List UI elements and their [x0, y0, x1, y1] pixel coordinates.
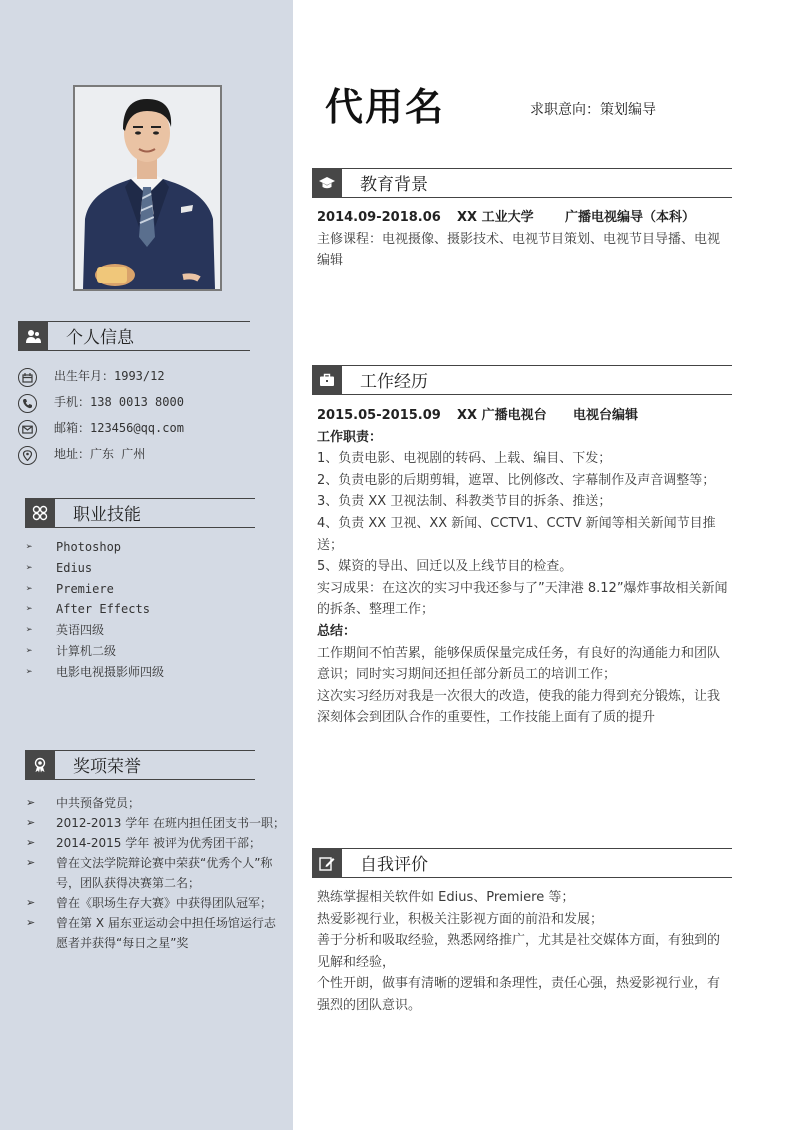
section-title: 教育背景 [360, 175, 428, 195]
user-icon [18, 321, 48, 351]
education-header [312, 168, 732, 198]
work-company: XX 广播电视台 [457, 408, 547, 423]
contact-phone [18, 392, 278, 414]
phone-icon [18, 394, 37, 413]
list-item: ➢ Edius [26, 558, 276, 579]
section-title: 职业技能 [73, 505, 141, 525]
work-header [312, 365, 732, 395]
awards-header [25, 750, 255, 780]
section-rule [55, 527, 255, 528]
job-intent: 求职意向：策划编导 [530, 102, 656, 118]
contact-birthday [18, 366, 278, 388]
candidate-name: 代用名 [325, 85, 446, 129]
education-school: XX 工业大学 [457, 210, 534, 225]
birthday-icon [18, 368, 37, 387]
summary-label: 总结： [317, 623, 357, 639]
list-item: ➢ Photoshop [26, 537, 276, 558]
award-icon [25, 750, 55, 780]
section-title: 工作经历 [360, 372, 428, 392]
duty-item: 3、负责 XX 卫视法制、科教类节目的拆条、推送； [317, 494, 612, 510]
section-rule [48, 350, 250, 351]
skills-list [26, 537, 276, 683]
work-period: 2015.05-2015.09 [317, 408, 441, 423]
graduation-cap-icon [312, 168, 342, 198]
section-rule [55, 750, 255, 751]
list-item: ➢ 2012-2013 学年 在班内担任团支书一职； [26, 813, 286, 833]
list-item: ➢ Premiere [26, 579, 276, 600]
list-item: ➢ 曾在文法学院辩论赛中荣获“优秀个人”称号，团队获得决赛第二名； [26, 853, 286, 893]
list-item: ➢ 英语四级 [26, 620, 276, 641]
duty-item: 4、负责 XX 卫视、XX 新闻、CCTV1、CCTV 新闻等相关新闻节目推送； [317, 515, 716, 553]
self-eval-line: 个性开朗，做事有清晰的逻辑和条理性，责任心强，热爱影视行业，有强烈的团队意识。 [317, 976, 721, 1013]
section-rule [342, 848, 732, 849]
briefcase-icon [312, 365, 342, 395]
email-text: 邮箱：123456@qq.com [54, 421, 184, 435]
list-item: ➢ 中共预备党员； [26, 793, 286, 813]
contact-address [18, 444, 278, 466]
work-body [317, 405, 732, 729]
self-eval-body [317, 887, 732, 1017]
section-rule [342, 394, 732, 395]
section-rule [342, 365, 732, 366]
education-row [317, 207, 732, 229]
list-item: ➢ After Effects [26, 599, 276, 620]
section-rule [55, 779, 255, 780]
section-rule [342, 168, 732, 169]
contact-extra [18, 448, 42, 470]
self-eval-line: 熟练掌握相关软件如 Edius、Premiere 等； [317, 890, 575, 905]
birthday-text: 出生年月：1993/12 [54, 369, 165, 383]
personal-info-header [18, 321, 250, 351]
phone-text: 手机：138 0013 8000 [54, 395, 184, 409]
list-item: ➢ 曾在第 X 届东亚运动会中担任场馆运行志愿者并获得“每日之星”奖 [26, 913, 286, 953]
education-major: 广播电视编导（本科） [565, 210, 696, 225]
work-position: 电视台编辑 [573, 408, 639, 423]
section-title: 个人信息 [66, 328, 134, 348]
section-rule [342, 877, 732, 878]
summary-item: 这次实习经历对我是一次很大的改造，使我的能力得到充分锻炼，让我深刻体会到团队合作的重要性，工作技能上面有了质的提升 [317, 688, 721, 726]
section-rule [55, 498, 255, 499]
section-rule [48, 321, 250, 322]
work-row [317, 405, 732, 427]
self-eval-header [312, 848, 732, 878]
awards-list [26, 793, 286, 953]
education-courses: 主修课程：电视摄像、摄影技术、电视节目策划、电视节目导播、电视编辑 [317, 231, 721, 269]
duty-item: 2、负责电影的后期剪辑，遮罩、比例修改、字幕制作及声音调整等； [317, 472, 716, 488]
duties-label: 工作职责： [317, 429, 383, 445]
duty-item: 1、负责电影、电视剧的转码、上载、编目、下发； [317, 451, 612, 467]
grid-icon [25, 498, 55, 528]
list-item: ➢ 计算机二级 [26, 641, 276, 662]
contact-email [18, 418, 278, 440]
edit-icon [312, 848, 342, 878]
internship-result: 实习成果：在这次的实习中我还参与了”天津港 8.12”爆炸事故相关新闻的拆条、整理工作； [317, 580, 728, 618]
education-body [317, 207, 732, 272]
education-period: 2014.09-2018.06 [317, 210, 441, 225]
section-title: 奖项荣誉 [73, 757, 141, 777]
self-eval-line: 善于分析和吸取经验，熟悉网络推广，尤其是社交媒体方面，有独到的见解和经验， [317, 933, 721, 970]
list-item: ➢ 2014-2015 学年 被评为优秀团干部； [26, 833, 286, 853]
skills-header [25, 498, 255, 528]
section-rule [342, 197, 732, 198]
section-title: 自我评价 [360, 855, 428, 875]
list-item: ➢ 电影电视摄影师四级 [26, 662, 276, 683]
duty-item: 5、媒资的导出、回迁以及上线节目的检查。 [317, 559, 573, 575]
self-eval-line: 热爱影视行业，积极关注影视方面的前沿和发展； [317, 911, 604, 927]
email-icon [18, 420, 37, 439]
profile-photo [73, 85, 222, 291]
address-text: 地址：广东 广州 [54, 447, 146, 461]
summary-item: 工作期间不怕苦累，能够保质保量完成任务，有良好的沟通能力和团队意识；同时实习期间还担任部分新员工的培训工作； [317, 645, 721, 683]
list-item: ➢ 曾在《职场生存大赛》中获得团队冠军； [26, 893, 286, 913]
